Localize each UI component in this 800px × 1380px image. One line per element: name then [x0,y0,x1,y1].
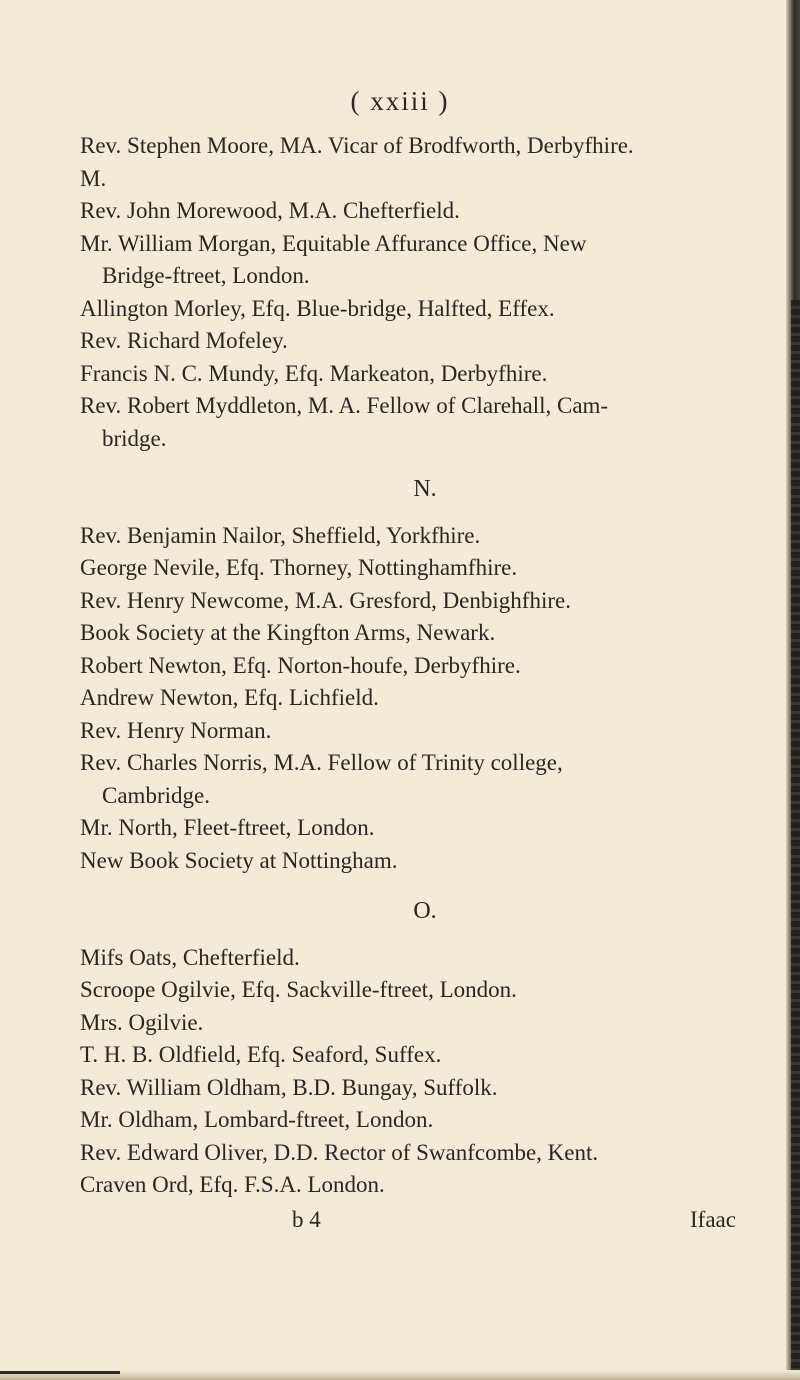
entry-oliver: Rev. Edward Oliver, D.D. Rector of Swanfcombe, Kent. [80,1139,599,1165]
entry-norris: Rev. Charles Norris, M.A. Fellow of Trinity college, [80,750,563,775]
entry-scroope-ogilvie: Scroope Ogilvie, Efq. Sackville-ftreet, London. [80,977,517,1002]
entry-nailor: Rev. Benjamin Nailor, Sheffield, Yorkfhire. [80,522,481,548]
entry-moore: Rev. Stephen Moore, MA. Vicar of Brodfworth, Derbyfhire. [80,133,634,158]
bottom-rule [0,1371,120,1374]
entry-nevile: George Nevile, Efq. Thorney, Nottinghamfhire. [80,555,518,580]
entry-morley: Allington Morley, Efq. Blue-bridge, Halfted, Effex. [80,295,555,321]
signature-mark: b 4 [292,1206,321,1232]
section-heading-n: N. [413,476,437,502]
entry-myddleton: Rev. Robert Myddleton, M. A. Fellow of Clarehall, Cam- [80,393,609,418]
entry-william-oldham: Rev. William Oldham, B.D. Bungay, Suffolk. [80,1074,498,1100]
entry-norris-continued: Cambridge. [102,782,210,808]
section-heading-o: O. [413,898,437,924]
entry-andrew-newton: Andrew Newton, Efq. Lichfield. [80,685,379,710]
page-bottom-edge [0,1370,800,1380]
page-number-header: ( xxiii ) [350,86,450,116]
subscriber-list [80,130,770,1238]
entry-book-society-newark: Book Society at the Kingfton Arms, Newark. [80,620,496,645]
entry-m-fragment: M. [80,165,107,191]
entry-ord: Craven Ord, Efq. F.S.A. London. [80,1172,385,1197]
entry-myddleton-continued: bridge. [102,425,167,451]
entry-oldfield: T. H. B. Oldfield, Efq. Seaford, Suffex. [80,1042,442,1067]
entry-oats: Mifs Oats, Chefterfield. [80,944,300,970]
entry-mundy: Francis N. C. Mundy, Efq. Markeaton, Derbyfhire. [80,360,548,386]
entry-mrs-ogilvie: Mrs. Ogilvie. [80,1009,204,1035]
entry-robert-newton: Robert Newton, Efq. Norton-houfe, Derbyfhire. [80,652,521,678]
entry-north: Mr. North, Fleet-ftreet, London. [80,815,375,840]
entry-new-book-society: New Book Society at Nottingham. [80,847,398,873]
entry-norman: Rev. Henry Norman. [80,717,272,743]
entry-morgan: Mr. William Morgan, Equitable Affurance Office, New [80,230,587,256]
entry-morewood: Rev. John Morewood, M.A. Chefterfield. [80,198,460,223]
page-footer [80,1204,770,1238]
entry-newcome: Rev. Henry Newcome, M.A. Gresford, Denbighfhire. [80,587,571,613]
entry-mofeley: Rev. Richard Mofeley. [80,328,288,353]
binding-shadow [791,300,800,1380]
entry-morgan-continued: Bridge-ftreet, London. [102,263,310,288]
entry-mr-oldham: Mr. Oldham, Lombard-ftreet, London. [80,1107,434,1132]
catchword: Ifaac [690,1206,736,1232]
page-binding-edge [786,0,800,1380]
